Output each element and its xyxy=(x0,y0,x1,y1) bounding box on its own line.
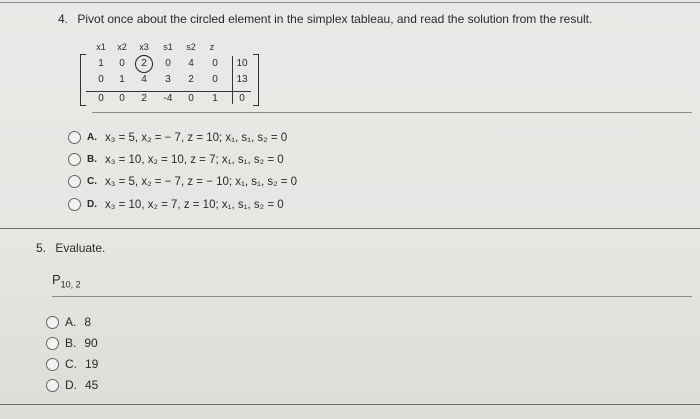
radio-button[interactable] xyxy=(46,337,59,350)
permutation-symbol: P xyxy=(52,272,61,287)
divider-q5-expression xyxy=(52,296,692,297)
q5-option-c[interactable] xyxy=(46,357,98,371)
tableau-cell: 0 xyxy=(212,74,218,85)
divider-q4-tableau xyxy=(92,112,692,113)
q4-option-c[interactable] xyxy=(68,175,297,188)
tableau-cell: 0 xyxy=(119,58,125,69)
tableau-cell: 13 xyxy=(236,74,248,85)
question-4-prompt xyxy=(58,12,592,26)
q5-option-b[interactable] xyxy=(46,336,98,350)
tableau-cell: 1 xyxy=(119,74,125,85)
option-label: B. xyxy=(65,336,77,350)
radio-button[interactable] xyxy=(46,358,59,371)
tableau-cell: 10 xyxy=(236,58,248,69)
radio-button[interactable] xyxy=(68,153,81,166)
question-5-text: Evaluate. xyxy=(55,241,106,255)
option-label: A. xyxy=(87,132,97,143)
tableau-cell: 3 xyxy=(165,74,171,85)
tableau-cell: 1 xyxy=(98,58,104,69)
option-text: x₃ = 5, x₂ = − 7, z = 10; x₁, s₁, s₂ = 0 xyxy=(105,131,288,144)
divider-bottom xyxy=(0,404,700,405)
tableau-cell-pivot: 2 xyxy=(141,58,147,69)
question-4-text: Pivot once about the circled element in the simplex tableau, and read the solution from the result. xyxy=(77,12,593,26)
tableau-header-x1: x1 xyxy=(96,42,106,52)
option-text: 19 xyxy=(85,357,99,371)
q5-option-a[interactable] xyxy=(46,315,91,329)
radio-button[interactable] xyxy=(68,131,81,144)
tableau-right-bracket xyxy=(253,54,259,106)
radio-button[interactable] xyxy=(46,379,59,392)
question-5-number: 5. xyxy=(36,241,47,255)
tableau-cell: 0 xyxy=(188,93,194,104)
question-4-number: 4. xyxy=(58,12,69,26)
pivot-circle xyxy=(135,55,153,73)
divider-top xyxy=(0,2,700,3)
option-text: 8 xyxy=(84,315,92,329)
tableau-cell: 0 xyxy=(165,58,171,69)
tableau-header-x2: x2 xyxy=(117,42,127,52)
tableau-header-s1: s1 xyxy=(163,42,173,52)
option-text: 45 xyxy=(85,378,99,392)
permutation-subscript: 10, 2 xyxy=(60,279,81,290)
option-text: 90 xyxy=(84,336,98,350)
tableau-cell: 1 xyxy=(212,93,218,104)
option-text: x₃ = 10, x₂ = 10, z = 7; x₁, s₁, s₂ = 0 xyxy=(105,153,284,166)
option-label: C. xyxy=(65,357,77,371)
tableau-cell: 0 xyxy=(119,93,125,104)
permutation-expression xyxy=(52,272,81,290)
tableau-cell: 0 xyxy=(98,74,104,85)
option-label: A. xyxy=(65,315,77,329)
option-text: x₃ = 10, x₂ = 7, z = 10; x₁, s₁, s₂ = 0 xyxy=(105,198,284,211)
tableau-cell: 0 xyxy=(98,93,104,104)
q4-option-b[interactable] xyxy=(68,153,284,166)
radio-button[interactable] xyxy=(68,175,81,188)
tableau-header-s2: s2 xyxy=(186,42,196,52)
tableau-bottom-row-line xyxy=(86,91,251,92)
tableau-cell: 2 xyxy=(188,74,194,85)
option-label: D. xyxy=(65,378,77,392)
tableau-cell: 4 xyxy=(141,74,147,85)
radio-button[interactable] xyxy=(46,316,59,329)
option-label: B. xyxy=(87,154,97,165)
q5-option-d[interactable] xyxy=(46,378,98,392)
tableau-left-bracket xyxy=(80,54,86,106)
option-text: x₃ = 5, x₂ = − 7, z = − 10; x₁, s₁, s₂ = 0 xyxy=(105,175,298,188)
tableau-cell: -4 xyxy=(163,93,173,104)
tableau-cell: 0 xyxy=(239,93,245,104)
tableau-header-x3: x3 xyxy=(139,42,149,52)
option-label: C. xyxy=(87,176,97,187)
q4-option-d[interactable] xyxy=(68,198,284,211)
option-label: D. xyxy=(87,199,97,210)
question-5-prompt xyxy=(36,241,105,255)
divider-between-questions xyxy=(0,228,700,229)
q4-option-a[interactable] xyxy=(68,131,287,144)
tableau-cell: 4 xyxy=(188,58,194,69)
tableau-header-z: z xyxy=(209,42,215,52)
tableau-cell: 0 xyxy=(212,58,218,69)
radio-button[interactable] xyxy=(68,198,81,211)
tableau-cell: 2 xyxy=(141,93,147,104)
